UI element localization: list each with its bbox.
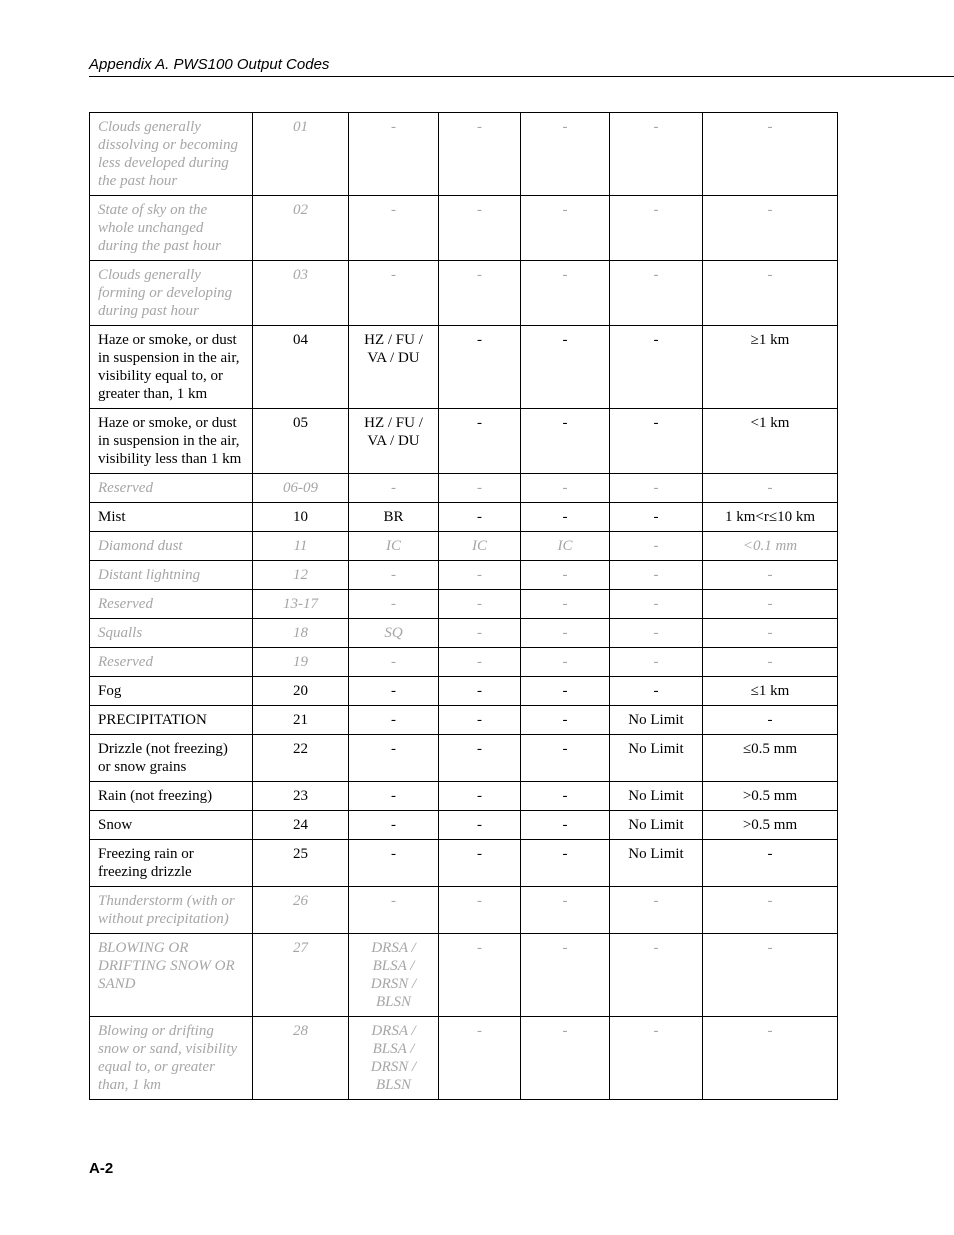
col5-cell: -	[521, 648, 610, 677]
metar-code-cell: SQ	[349, 619, 439, 648]
table-row	[90, 619, 838, 648]
col6-cell: -	[610, 409, 703, 474]
table-body	[90, 113, 838, 1100]
description-cell: Diamond dust	[90, 532, 253, 561]
col6-cell: No Limit	[610, 840, 703, 887]
limit-cell: -	[703, 887, 838, 934]
col4-cell: -	[439, 503, 521, 532]
col5-cell: -	[521, 706, 610, 735]
limit-cell: -	[703, 619, 838, 648]
table-row	[90, 648, 838, 677]
limit-cell: -	[703, 561, 838, 590]
limit-cell: 1 km<r≤10 km	[703, 503, 838, 532]
col6-cell: No Limit	[610, 782, 703, 811]
limit-cell: -	[703, 934, 838, 1017]
col6-cell: No Limit	[610, 811, 703, 840]
table-row	[90, 1017, 838, 1100]
description-cell: Freezing rain or freezing drizzle	[90, 840, 253, 887]
metar-code-cell: -	[349, 196, 439, 261]
limit-cell: -	[703, 840, 838, 887]
table-row	[90, 561, 838, 590]
col5-cell: -	[521, 326, 610, 409]
metar-code-cell: -	[349, 648, 439, 677]
table-row	[90, 409, 838, 474]
metar-code-cell: DRSA / BLSA / DRSN / BLSN	[349, 1017, 439, 1100]
col5-cell: -	[521, 409, 610, 474]
limit-cell: <0.1 mm	[703, 532, 838, 561]
col4-cell: -	[439, 409, 521, 474]
col4-cell: -	[439, 619, 521, 648]
col6-cell: -	[610, 677, 703, 706]
col6-cell: -	[610, 196, 703, 261]
col4-cell: -	[439, 706, 521, 735]
description-cell: Drizzle (not freezing) or snow grains	[90, 735, 253, 782]
col5-cell: -	[521, 677, 610, 706]
code-cell: 12	[253, 561, 349, 590]
description-cell: Distant lightning	[90, 561, 253, 590]
limit-cell: ≥1 km	[703, 326, 838, 409]
description-cell: Blowing or drifting snow or sand, visibility equal to, or greater than, 1 km	[90, 1017, 253, 1100]
table-row	[90, 887, 838, 934]
metar-code-cell: -	[349, 887, 439, 934]
table-row	[90, 840, 838, 887]
col4-cell: IC	[439, 532, 521, 561]
col4-cell: -	[439, 735, 521, 782]
description-cell: Haze or smoke, or dust in suspension in the air, visibility less than 1 km	[90, 409, 253, 474]
col6-cell: No Limit	[610, 735, 703, 782]
code-cell: 28	[253, 1017, 349, 1100]
description-cell: Reserved	[90, 648, 253, 677]
code-cell: 27	[253, 934, 349, 1017]
table-row	[90, 113, 838, 196]
col6-cell: -	[610, 619, 703, 648]
code-cell: 05	[253, 409, 349, 474]
col5-cell: -	[521, 590, 610, 619]
code-cell: 26	[253, 887, 349, 934]
limit-cell: -	[703, 648, 838, 677]
col6-cell: -	[610, 113, 703, 196]
col5-cell: -	[521, 811, 610, 840]
code-cell: 04	[253, 326, 349, 409]
col5-cell: -	[521, 887, 610, 934]
col4-cell: -	[439, 1017, 521, 1100]
header-title: Appendix A. PWS100 Output Codes	[89, 56, 330, 73]
metar-code-cell: -	[349, 590, 439, 619]
col5-cell: -	[521, 196, 610, 261]
col4-cell: -	[439, 934, 521, 1017]
metar-code-cell: -	[349, 840, 439, 887]
col6-cell: No Limit	[610, 706, 703, 735]
limit-cell: >0.5 mm	[703, 811, 838, 840]
description-cell: Squalls	[90, 619, 253, 648]
limit-cell: ≤0.5 mm	[703, 735, 838, 782]
table-row	[90, 196, 838, 261]
table-row	[90, 261, 838, 326]
col5-cell: -	[521, 503, 610, 532]
metar-code-cell: HZ / FU / VA / DU	[349, 409, 439, 474]
description-cell: BLOWING OR DRIFTING SNOW OR SAND	[90, 934, 253, 1017]
metar-code-cell: -	[349, 474, 439, 503]
col4-cell: -	[439, 113, 521, 196]
limit-cell: -	[703, 590, 838, 619]
code-cell: 02	[253, 196, 349, 261]
table-row	[90, 706, 838, 735]
metar-code-cell: -	[349, 811, 439, 840]
col5-cell: -	[521, 619, 610, 648]
code-cell: 23	[253, 782, 349, 811]
table-row	[90, 590, 838, 619]
col4-cell: -	[439, 196, 521, 261]
description-cell: Thunderstorm (with or without precipitation)	[90, 887, 253, 934]
col4-cell: -	[439, 590, 521, 619]
table-row	[90, 532, 838, 561]
table-row	[90, 811, 838, 840]
code-cell: 21	[253, 706, 349, 735]
col6-cell: -	[610, 474, 703, 503]
col5-cell: -	[521, 113, 610, 196]
description-cell: Fog	[90, 677, 253, 706]
limit-cell: -	[703, 706, 838, 735]
col4-cell: -	[439, 561, 521, 590]
col6-cell: -	[610, 326, 703, 409]
col6-cell: -	[610, 934, 703, 1017]
metar-code-cell: -	[349, 706, 439, 735]
col4-cell: -	[439, 811, 521, 840]
limit-cell: -	[703, 196, 838, 261]
table-row	[90, 782, 838, 811]
table-row	[90, 677, 838, 706]
metar-code-cell: -	[349, 677, 439, 706]
col6-cell: -	[610, 1017, 703, 1100]
table-row	[90, 735, 838, 782]
col5-cell: -	[521, 1017, 610, 1100]
code-cell: 01	[253, 113, 349, 196]
metar-code-cell: DRSA / BLSA / DRSN / BLSN	[349, 934, 439, 1017]
description-cell: State of sky on the whole unchanged during the past hour	[90, 196, 253, 261]
col6-cell: -	[610, 532, 703, 561]
page-header	[89, 55, 954, 77]
limit-cell: -	[703, 261, 838, 326]
col4-cell: -	[439, 782, 521, 811]
col4-cell: -	[439, 474, 521, 503]
metar-code-cell: BR	[349, 503, 439, 532]
col5-cell: -	[521, 735, 610, 782]
col5-cell: -	[521, 474, 610, 503]
description-cell: Haze or smoke, or dust in suspension in the air, visibility equal to, or greater than, 1 km	[90, 326, 253, 409]
metar-code-cell: -	[349, 735, 439, 782]
table-row	[90, 474, 838, 503]
metar-code-cell: HZ / FU / VA / DU	[349, 326, 439, 409]
col6-cell: -	[610, 590, 703, 619]
table-row	[90, 503, 838, 532]
code-cell: 18	[253, 619, 349, 648]
description-cell: Reserved	[90, 474, 253, 503]
description-cell: Snow	[90, 811, 253, 840]
col4-cell: -	[439, 648, 521, 677]
code-cell: 10	[253, 503, 349, 532]
description-cell: Mist	[90, 503, 253, 532]
metar-code-cell: -	[349, 261, 439, 326]
output-codes-table	[89, 112, 838, 1100]
metar-code-cell: -	[349, 782, 439, 811]
metar-code-cell: -	[349, 561, 439, 590]
col5-cell: -	[521, 261, 610, 326]
limit-cell: -	[703, 113, 838, 196]
col6-cell: -	[610, 648, 703, 677]
code-cell: 13-17	[253, 590, 349, 619]
col5-cell: -	[521, 561, 610, 590]
col4-cell: -	[439, 677, 521, 706]
col5-cell: -	[521, 934, 610, 1017]
limit-cell: >0.5 mm	[703, 782, 838, 811]
description-cell: Clouds generally dissolving or becoming less developed during the past hour	[90, 113, 253, 196]
col5-cell: -	[521, 840, 610, 887]
code-cell: 20	[253, 677, 349, 706]
table-row	[90, 934, 838, 1017]
limit-cell: -	[703, 474, 838, 503]
code-cell: 22	[253, 735, 349, 782]
code-cell: 24	[253, 811, 349, 840]
table-row	[90, 326, 838, 409]
col4-cell: -	[439, 887, 521, 934]
col5-cell: IC	[521, 532, 610, 561]
code-cell: 19	[253, 648, 349, 677]
description-cell: Clouds generally forming or developing during past hour	[90, 261, 253, 326]
code-cell: 11	[253, 532, 349, 561]
description-cell: Rain (not freezing)	[90, 782, 253, 811]
code-cell: 25	[253, 840, 349, 887]
col5-cell: -	[521, 782, 610, 811]
col6-cell: -	[610, 887, 703, 934]
code-cell: 06-09	[253, 474, 349, 503]
metar-code-cell: -	[349, 113, 439, 196]
col6-cell: -	[610, 503, 703, 532]
col4-cell: -	[439, 326, 521, 409]
limit-cell: -	[703, 1017, 838, 1100]
description-cell: PRECIPITATION	[90, 706, 253, 735]
page-number: A-2	[89, 1160, 114, 1177]
col6-cell: -	[610, 261, 703, 326]
code-cell: 03	[253, 261, 349, 326]
col6-cell: -	[610, 561, 703, 590]
limit-cell: <1 km	[703, 409, 838, 474]
description-cell: Reserved	[90, 590, 253, 619]
limit-cell: ≤1 km	[703, 677, 838, 706]
metar-code-cell: IC	[349, 532, 439, 561]
col4-cell: -	[439, 261, 521, 326]
col4-cell: -	[439, 840, 521, 887]
